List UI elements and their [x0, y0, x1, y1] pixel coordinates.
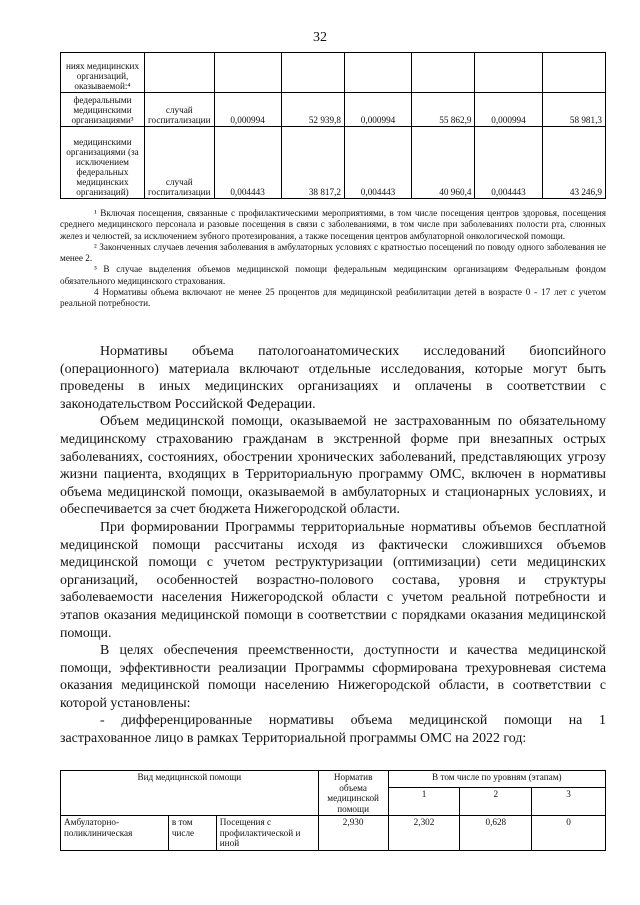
cell-value: 58 981,3: [542, 93, 605, 127]
table-row: [61, 127, 606, 199]
footnote: 4 Нормативы объема включают не менее 25 процентов для медицинской реабилитации детей в возрасте 0 - 17 лет с учетом реальной потребности.: [60, 287, 606, 309]
row-level: 0,628: [460, 816, 532, 851]
paragraph: Нормативы объема патологоанатомических исследований биопсийного (операционного) материала включают отдельные исследования, которые могут быть проведены в иных медицинских организациях и оплачены в соответствии с законодательством Российской Федерации.: [60, 344, 606, 412]
cell-value: 0,004443: [214, 127, 281, 199]
footnote: ³ В случае выделения объемов медицинской помощи федеральным медицинским организациям Федеральным фондом обязательного медицинского страхования.: [60, 264, 606, 286]
cell-value: [344, 53, 411, 93]
level-label: 1: [388, 788, 460, 816]
row-detail: Посещения с профилактической и иной: [216, 816, 318, 851]
norms-table: [60, 52, 606, 199]
header-levels: В том числе по уровням (этапам): [388, 771, 605, 788]
footnotes: [60, 208, 606, 310]
cell-value: 0,004443: [475, 127, 542, 199]
footnote: ¹ Включая посещения, связанные с профилактическими мероприятиями, в том числе посещения центров здоровья, посещения среднего медицинского персонала и разовые посещения в связи с заболеваниями, в том числе при заболеваниях полости рта, слюнных желез и челюстей, за исключением зубного протезирования, а также посещения центров амбулаторной онкологической помощи.: [60, 208, 606, 241]
row-sub: в том числе: [168, 816, 216, 851]
paragraph: При формировании Программы территориальные нормативы объемов бесплатной медицинской помощи рассчитаны исходя из фактически сложившихся объемов медицинской помощи с учетом реструктуризации (оптимизации) сети медицинских организаций, особенностей возрастно-полового состава, уровня и структуры заболеваемости населения Нижегородской области с учетом реальной потребности и этапов оказания медицинской помощи в соответствии с порядками оказания медицинской помощи.: [60, 519, 606, 641]
row-level: 0: [532, 816, 606, 851]
row-unit: случай госпитализации: [145, 93, 215, 127]
header-type: Вид медицинской помощи: [61, 771, 319, 816]
table-row: [61, 93, 606, 127]
table-row: [61, 53, 606, 93]
page-number: 32: [313, 30, 327, 45]
cell-value: [475, 53, 542, 93]
cell-value: 55 862,9: [412, 93, 475, 127]
table-row: [61, 816, 606, 851]
header-norm: Норматив объема медицинской помощи: [318, 771, 388, 816]
level-label: 3: [532, 788, 606, 816]
paragraph: - дифференцированные нормативы объема медицинской помощи на 1 застрахованное лицо в рамках Территориальной программы ОМС на 2022 год:: [60, 713, 606, 747]
row-norm: 2,930: [318, 816, 388, 851]
cell-value: 0,000994: [475, 93, 542, 127]
body-text: [60, 343, 606, 748]
cell-value: 52 939,8: [281, 93, 344, 127]
table-header-row: [61, 771, 606, 788]
cell-value: [542, 53, 605, 93]
row-level: 2,302: [388, 816, 460, 851]
row-unit: [145, 53, 215, 93]
footnote: ² Законченных случаев лечения заболевания в амбулаторных условиях с кратностью посещений по поводу одного заболевания не менее 2.: [60, 241, 606, 264]
row-type: Амбулаторно-поликлиническая: [61, 816, 169, 851]
cell-value: 0,000994: [344, 93, 411, 127]
row-label: ниях медицинских организаций, оказываемой:⁴: [61, 53, 145, 93]
cell-value: [214, 53, 281, 93]
cell-value: 43 246,9: [542, 127, 605, 199]
row-unit: случай госпитализации: [145, 127, 215, 199]
cell-value: 0,004443: [344, 127, 411, 199]
cell-value: [281, 53, 344, 93]
cell-value: 0,000994: [214, 93, 281, 127]
paragraph: В целях обеспечения преемственности, доступности и качества медицинской помощи, эффективности реализации Программы сформирована трехуровневая система оказания медицинской помощи населению Нижегородской области, в соответствии с которой установлены:: [60, 643, 606, 711]
paragraph: Объем медицинской помощи, оказываемой не застрахованным по обязательному медицинскому страхованию гражданам в экстренной форме при внезапных острых заболеваниях, состояниях, обострении хронических заболеваний, представляющих угрозу жизни пациента, входящих в Территориальную программу ОМС, включен в нормативы объема медицинской помощи, оказываемой в амбулаторных и стационарных условиях, и обеспечивается за счет бюджета Нижегородской области.: [60, 414, 606, 518]
level-label: 2: [460, 788, 532, 816]
cell-value: 40 960,4: [412, 127, 475, 199]
cell-value: 38 817,2: [281, 127, 344, 199]
levels-table: [60, 770, 606, 851]
row-label: медицинскими организациями (за исключением федеральных медицинских организаций): [61, 127, 145, 199]
row-label: федеральными медицинскими организациями³: [61, 93, 145, 127]
cell-value: [412, 53, 475, 93]
